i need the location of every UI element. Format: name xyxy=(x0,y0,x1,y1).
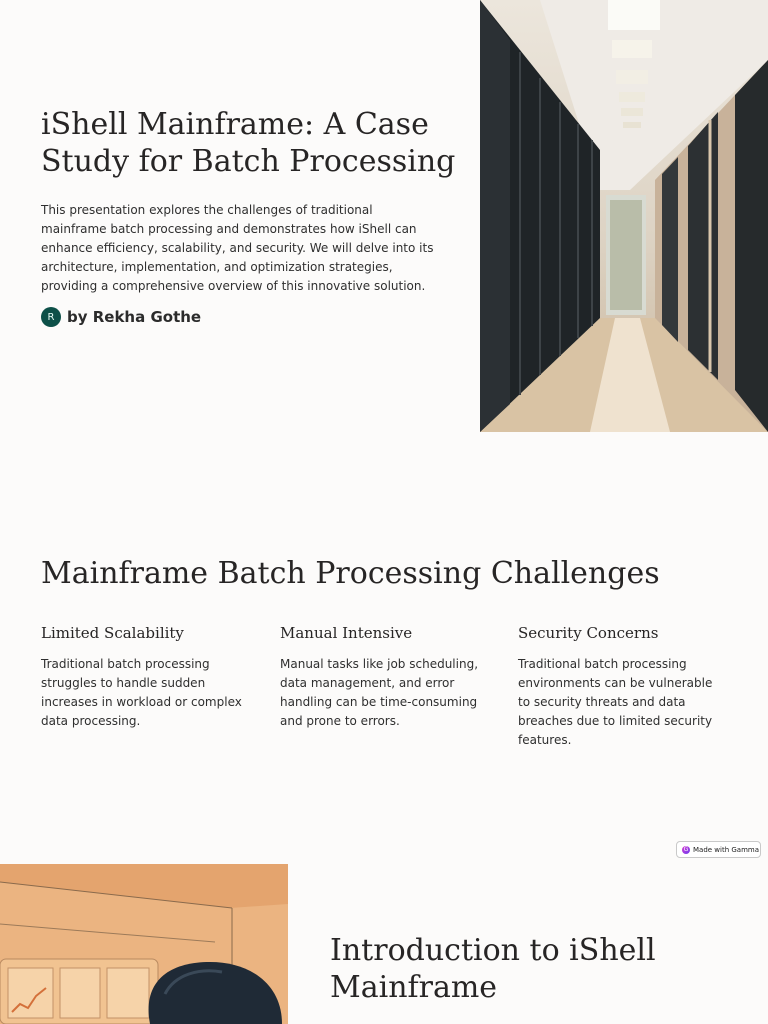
challenge-card-scalability xyxy=(41,624,251,731)
slide-title: iShell Mainframe: A Case Study for Batch Processing xyxy=(41,107,456,179)
slide-description: This presentation explores the challenges of traditional mainframe batch processing and demonstrates how iShell can enhance efficiency, scalability, and security. We will delve into its architecture, implementation, and optimization strategies, providing a comprehensive overview of this innovative solution. xyxy=(41,203,434,293)
challenge-text: Manual tasks like job scheduling, data management, and error handling can be time-consuming and prone to errors. xyxy=(280,657,479,728)
person-at-monitor-illustration xyxy=(0,864,288,1024)
challenge-heading: Limited Scalability xyxy=(41,624,184,642)
introduction-title: Introduction to iShell Mainframe xyxy=(330,933,656,1005)
badge-label: Made with Gamma xyxy=(693,845,760,854)
challenge-heading: Security Concerns xyxy=(518,624,659,642)
avatar: R xyxy=(41,307,61,327)
made-with-gamma-badge[interactable] xyxy=(676,841,761,858)
challenge-heading: Manual Intensive xyxy=(280,624,413,642)
author-byline xyxy=(41,307,201,327)
server-room-photo xyxy=(480,0,768,432)
challenge-text: Traditional batch processing environments can be vulnerable to security threats and data breaches due to limited security features. xyxy=(518,657,713,747)
challenge-card-security xyxy=(518,624,728,750)
gamma-logo-icon: G xyxy=(683,846,689,853)
challenge-text: Traditional batch processing struggles to handle sudden increases in workload or complex data processing. xyxy=(41,657,242,728)
author-name: by Rekha Gothe xyxy=(67,308,202,326)
title-slide xyxy=(0,0,768,432)
challenges-title: Mainframe Batch Processing Challenges xyxy=(41,556,660,591)
challenge-card-manual xyxy=(280,624,490,731)
